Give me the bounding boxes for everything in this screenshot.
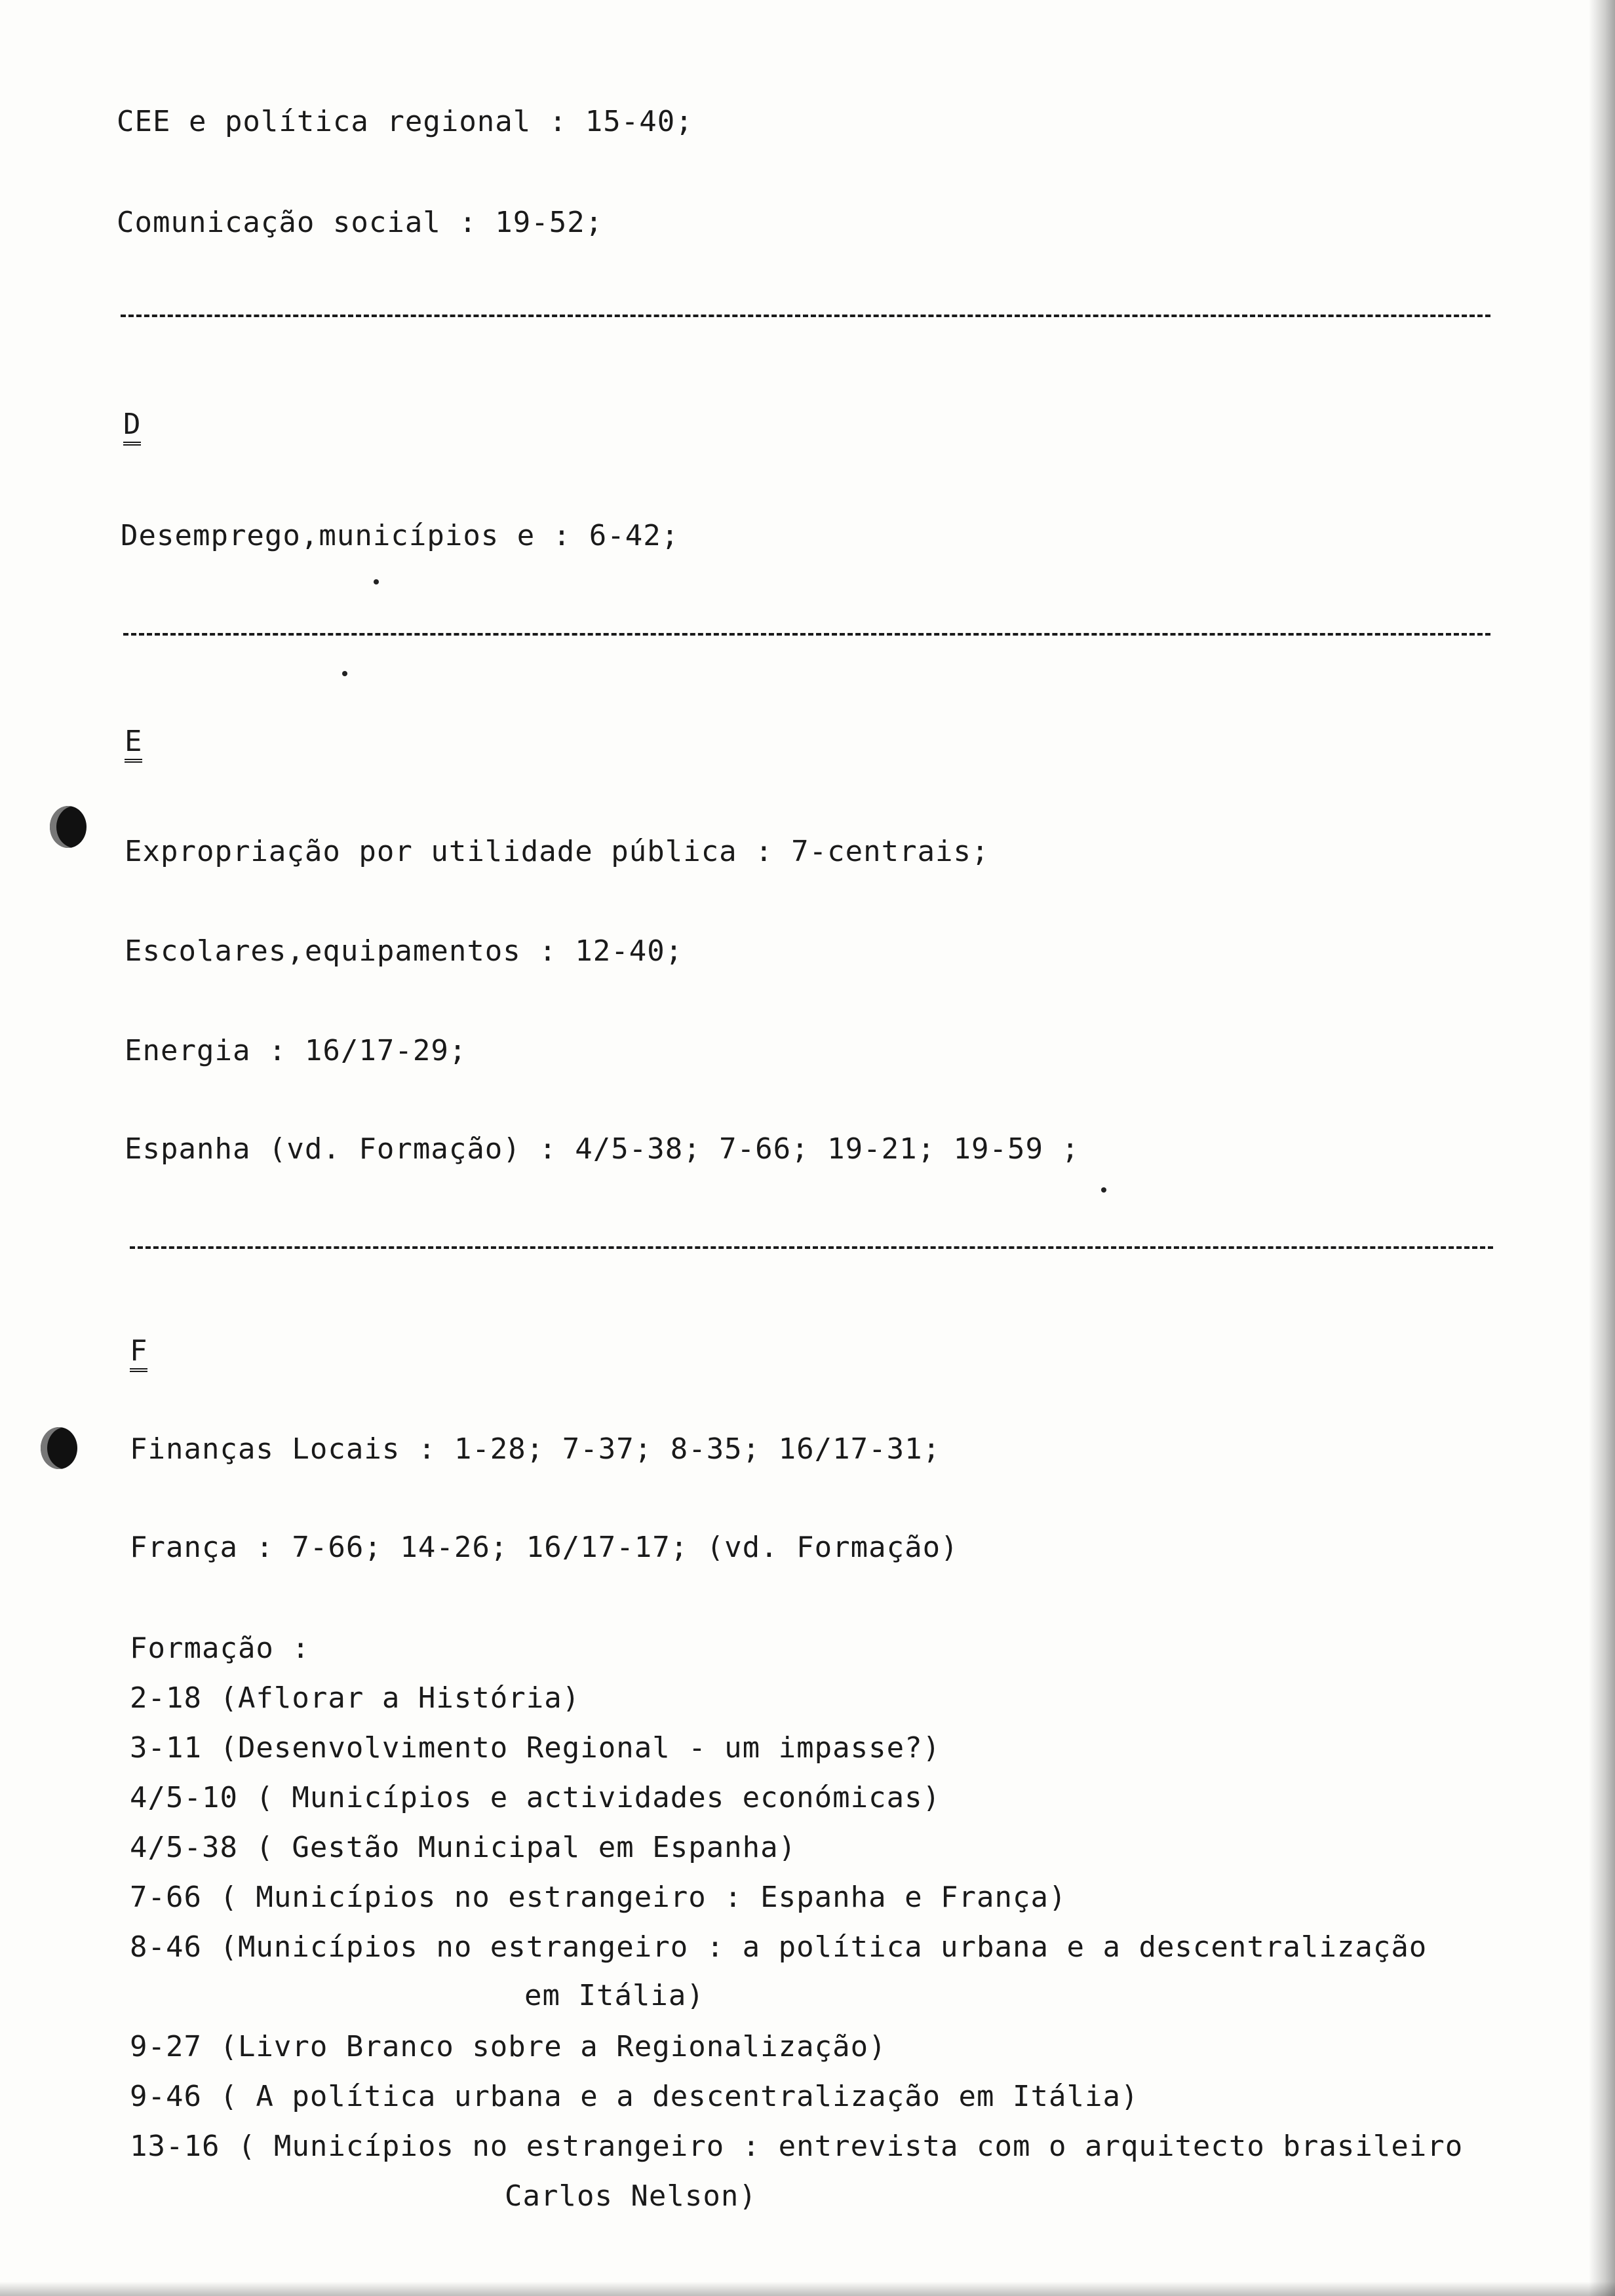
punch-hole-icon xyxy=(50,806,87,848)
sub-entry: 4/5-38 ( Gestão Municipal em Espanha) xyxy=(130,1831,797,1864)
sub-entry: 2-18 (Aflorar a História) xyxy=(130,1681,581,1715)
section-letter: F xyxy=(130,1337,147,1372)
punch-hole-icon xyxy=(41,1427,77,1469)
index-entry: Finanças Locais : 1-28; 7-37; 8-35; 16/17-31; xyxy=(130,1432,941,1466)
index-entry: Formação : xyxy=(130,1632,310,1665)
section-letter: D xyxy=(123,410,141,446)
sub-entry: 8-46 (Municípios no estrangeiro : a política urbana e a descentralização xyxy=(130,1930,1428,1964)
sub-entry: 7-66 ( Municípios no estrangeiro : Espanha e França) xyxy=(130,1881,1067,1914)
section-separator xyxy=(121,315,1490,317)
index-entry: CEE e política regional : 15-40; xyxy=(117,105,693,138)
index-entry: Comunicação social : 19-52; xyxy=(117,206,604,239)
sub-entry: 4/5-10 ( Municípios e actividades económicas) xyxy=(130,1781,941,1814)
page-bottom-shadow xyxy=(0,2282,1615,2296)
index-entry: França : 7-66; 14-26; 16/17-17; (vd. Formação) xyxy=(130,1531,959,1564)
sub-entry: 13-16 ( Municípios no estrangeiro : entrevista com o arquitecto brasileiro xyxy=(130,2130,1464,2163)
index-entry: Espanha (vd. Formação) : 4/5-38; 7-66; 19-21; 19-59 ; xyxy=(125,1132,1080,1166)
index-entry: Energia : 16/17-29; xyxy=(125,1034,467,1067)
sub-entry: 9-46 ( A política urbana e a descentralização em Itália) xyxy=(130,2080,1139,2113)
index-entry: Escolares,equipamentos : 12-40; xyxy=(125,934,684,968)
index-entry: Expropriação por utilidade pública : 7-centrais; xyxy=(125,835,990,868)
section-letter: E xyxy=(125,727,142,763)
page-edge-shadow xyxy=(1589,0,1615,2296)
scan-speck xyxy=(374,579,379,584)
index-entry: Desemprego,municípios e : 6-42; xyxy=(121,519,680,552)
scan-speck xyxy=(1101,1187,1106,1193)
sub-entry-continuation: Carlos Nelson) xyxy=(505,2179,757,2213)
sub-entry-continuation: em Itália) xyxy=(524,1979,705,2012)
section-separator xyxy=(130,1246,1493,1249)
scan-speck xyxy=(342,671,347,676)
sub-entry: 9-27 (Livro Branco sobre a Regionalização) xyxy=(130,2030,887,2063)
sub-entry: 3-11 (Desenvolvimento Regional - um impasse?) xyxy=(130,1731,941,1765)
section-separator xyxy=(123,633,1490,636)
